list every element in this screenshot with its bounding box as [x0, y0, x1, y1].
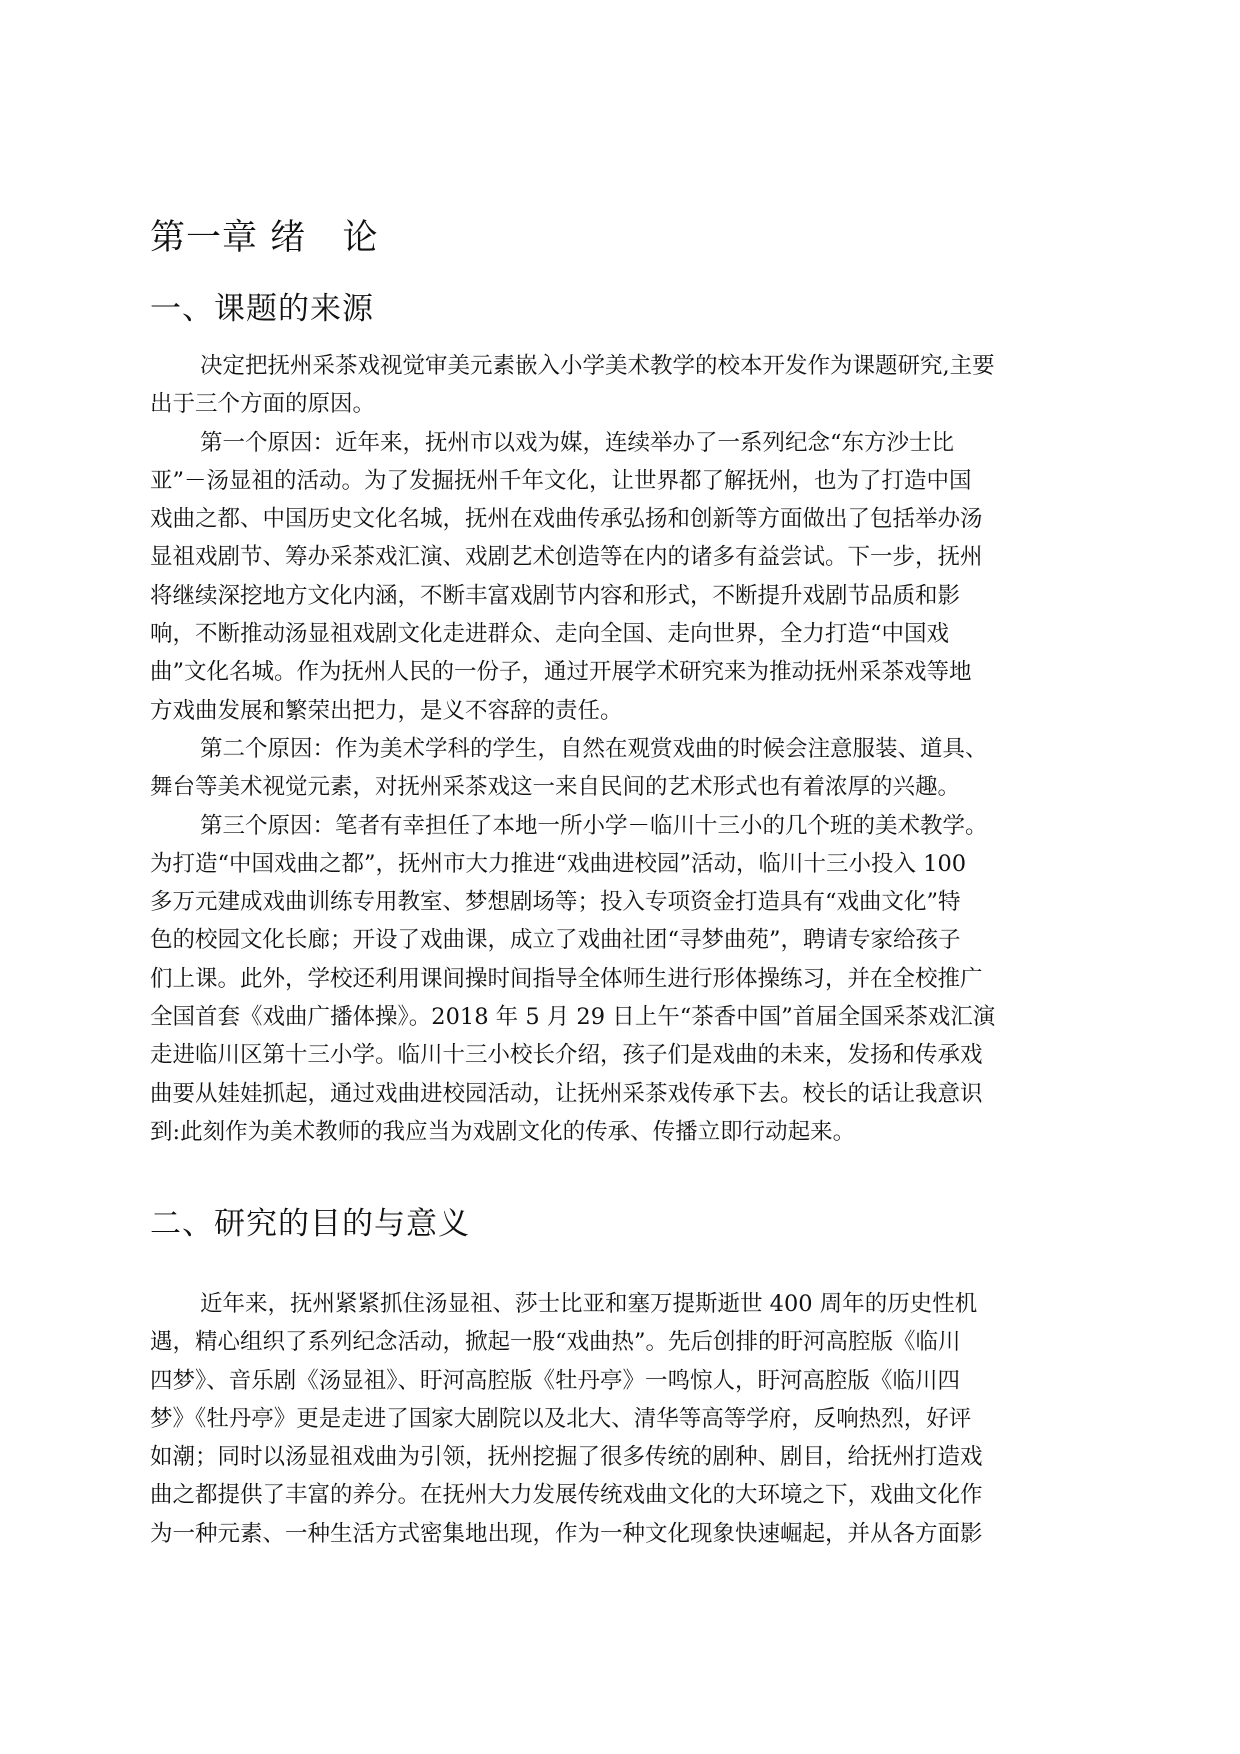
body-text-line: 们上课。此外，学校还利用课间操时间指导全体师生进行形体操练习，并在全校推广 — [150, 965, 983, 992]
chapter-title: 第一章 绪 论 — [150, 218, 379, 258]
body-text-line: 多万元建成戏曲训练专用教室、梦想剧场等；投入专项资金打造具有“戏曲文化”特 — [150, 889, 961, 916]
body-text-line: 亚”－汤显祖的活动。为了发掘抚州千年文化，让世界都了解抚州，也为了打造中国 — [150, 467, 972, 494]
section-body-source — [150, 347, 1090, 1151]
body-text-line: 为打造“中国戏曲之都”，抚州市大力推进“戏曲进校园”活动，临川十三小投入 100 — [150, 850, 967, 877]
body-text-line: 曲要从娃娃抓起，通过戏曲进校园活动，让抚州采茶戏传承下去。校长的话让我意识 — [150, 1080, 983, 1107]
section-body-purpose — [150, 1285, 1090, 1553]
body-text-line: 显祖戏剧节、筹办采茶戏汇演、戏剧艺术创造等在内的诸多有益尝试。下一步，抚州 — [150, 544, 983, 571]
body-text-line: 走进临川区第十三小学。临川十三小校长介绍，孩子们是戏曲的未来，发扬和传承戏 — [150, 1042, 983, 1069]
body-text-line: 遇，精心组织了系列纪念活动，掀起一股“戏曲热”。先后创排的盱河高腔版《临川 — [150, 1329, 961, 1356]
body-text-line: 全国首套《戏曲广播体操》。2018 年 5 月 29 日上午“茶香中国”首届全国采茶戏汇演 — [150, 1004, 996, 1031]
body-text-line: 曲”文化名城。作为抚州人民的一份子，通过开展学术研究来为推动抚州采茶戏等地 — [150, 659, 972, 686]
body-text-line: 四梦》、音乐剧《汤显祖》、盱河高腔版《牡丹亭》一鸣惊人，盱河高腔版《临川四 — [150, 1367, 961, 1394]
body-text-line: 色的校园文化长廊；开设了戏曲课，成立了戏曲社团“寻梦曲苑”，聘请专家给孩子 — [150, 927, 961, 954]
body-text-line: 梦》《牡丹亭》更是走进了国家大剧院以及北大、清华等高等学府，反响热烈，好评 — [150, 1405, 972, 1432]
body-text-line: 戏曲之都、中国历史文化名城，抚州在戏曲传承弘扬和创新等方面做出了包括举办汤 — [150, 506, 983, 533]
body-text-line: 如潮；同时以汤显祖戏曲为引领，抚州挖掘了很多传统的剧种、剧目，给抚州打造戏 — [150, 1444, 983, 1471]
body-text-line: 方戏曲发展和繁荣出把力，是义不容辞的责任。 — [150, 697, 623, 724]
body-text-line: 决定把抚州采茶戏视觉审美元素嵌入小学美术教学的校本开发作为课题研究,主要 — [200, 353, 995, 379]
body-text-line: 出于三个方面的原因。 — [150, 391, 376, 418]
section-title-source: 一、课题的来源 — [150, 291, 374, 327]
body-text-line: 响，不断推动汤显祖戏剧文化走进群众、走向全国、走向世界，全力打造“中国戏 — [150, 621, 950, 648]
body-text-line: 第一个原因：近年来，抚州市以戏为媒，连续举办了一系列纪念“东方沙士比 — [200, 429, 955, 456]
body-text-line: 将继续深挖地方文化内涵，不断丰富戏剧节内容和形式，不断提升戏剧节品质和影 — [150, 582, 961, 609]
body-text-line: 第二个原因：作为美术学科的学生，自然在观赏戏曲的时候会注意服装、道具、 — [200, 735, 988, 762]
body-text-line: 舞台等美术视觉元素，对抚州采茶戏这一来自民间的艺术形式也有着浓厚的兴趣。 — [150, 774, 961, 801]
section-title-purpose: 二、研究的目的与意义 — [150, 1206, 470, 1242]
body-text-line: 近年来，抚州紧紧抓住汤显祖、莎士比亚和塞万提斯逝世 400 周年的历史性机 — [200, 1291, 978, 1317]
body-text-line: 为一种元素、一种生活方式密集地出现，作为一种文化现象快速崛起，并从各方面影 — [150, 1520, 983, 1547]
body-text-line: 曲之都提供了丰富的养分。在抚州大力发展传统戏曲文化的大环境之下，戏曲文化作 — [150, 1482, 983, 1509]
body-text-line: 第三个原因：笔者有幸担任了本地一所小学－临川十三小的几个班的美术教学。 — [200, 812, 988, 839]
body-text-line: 到:此刻作为美术教师的我应当为戏剧文化的传承、传播立即行动起来。 — [150, 1118, 856, 1145]
